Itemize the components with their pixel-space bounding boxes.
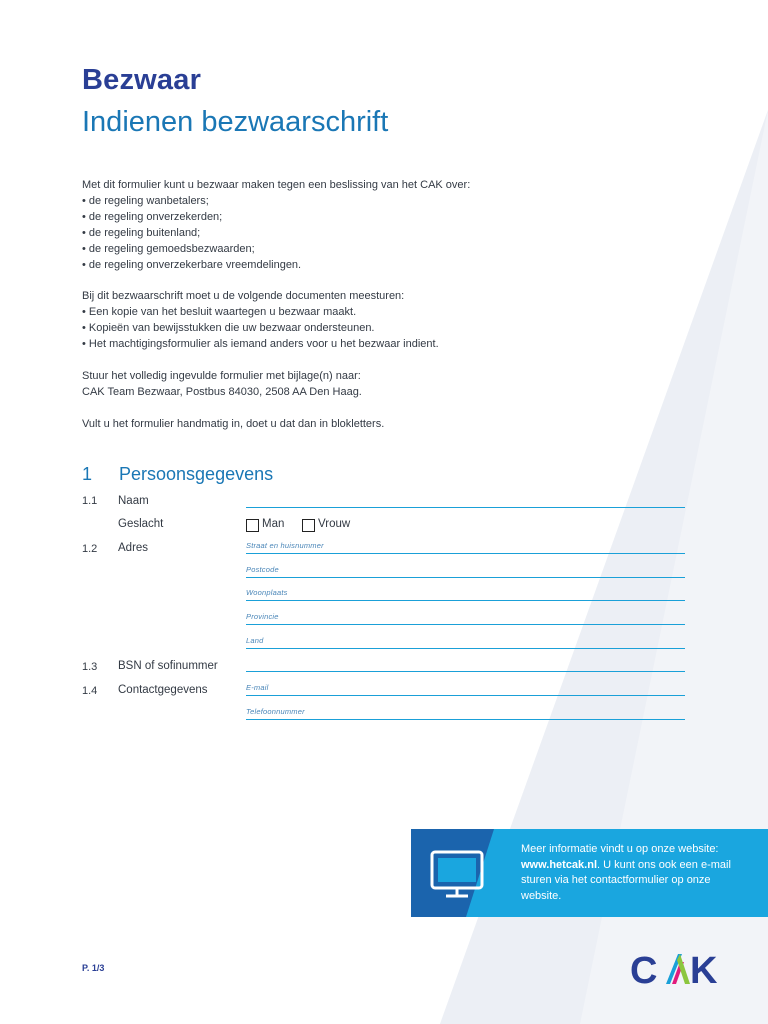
email-field[interactable] (246, 677, 685, 696)
field-number-naam: 1.1 (82, 495, 98, 507)
send-instruction: Stuur het volledig ingevulde formulier met bijlage(n) naar: (82, 370, 361, 383)
handwriting-note: Vult u het formulier handmatig in, doet u dat dan in blokletters. (82, 417, 385, 430)
monitor-icon (429, 849, 485, 901)
cak-logo (630, 950, 724, 988)
section-number: 1 (82, 464, 93, 484)
vrouw-checkbox[interactable] (302, 519, 315, 532)
list-item: • de regeling onverzekerden; (82, 210, 602, 226)
page-number: P. 1/3 (82, 963, 105, 973)
provincie-field[interactable] (246, 606, 685, 625)
man-checkbox-label: Man (262, 518, 285, 530)
street-placeholder: Straat en huisnummer (246, 541, 324, 550)
vrouw-checkbox-label: Vrouw (318, 518, 351, 530)
field-number-adres: 1.2 (82, 543, 98, 555)
field-label-contact: Contactgegevens (118, 684, 208, 696)
field-label-bsn: BSN of sofinummer (118, 660, 218, 672)
list-item: • de regeling gemoedsbezwaarden; (82, 242, 602, 258)
logo-k: K (690, 950, 718, 988)
postcode-field[interactable] (246, 559, 685, 578)
page-title: Bezwaar (82, 64, 202, 96)
list-item: • de regeling buitenland; (82, 226, 602, 242)
info-box (411, 829, 768, 917)
man-checkbox[interactable] (246, 519, 259, 532)
field-number-contact: 1.4 (82, 685, 98, 697)
woonplaats-field[interactable] (246, 582, 685, 601)
naam-field[interactable] (246, 489, 685, 508)
land-placeholder: Land (246, 636, 264, 645)
info-text (521, 842, 741, 904)
page-subtitle: Indienen bezwaarschrift (82, 106, 389, 138)
field-label-geslacht: Geslacht (118, 518, 164, 530)
list-item: • Een kopie van het besluit waartegen u bezwaar maakt. (82, 305, 602, 321)
postcode-placeholder: Postcode (246, 565, 279, 574)
website-link[interactable]: www.hetcak.nl (521, 858, 598, 871)
street-field[interactable] (246, 535, 685, 554)
field-label-naam: Naam (118, 495, 149, 507)
provincie-placeholder: Provincie (246, 612, 279, 621)
info-text-after: . U kunt ons ook een e-mail sturen via het contactformulier op onze website. (521, 858, 731, 902)
woonplaats-placeholder: Woonplaats (246, 588, 288, 597)
send-address: CAK Team Bezwaar, Postbus 84030, 2508 AA Den Haag. (82, 385, 362, 398)
section-title: Persoonsgegevens (119, 464, 274, 484)
field-label-adres: Adres (118, 542, 149, 554)
documents-lead: Bij dit bezwaarschrift moet u de volgende documenten meesturen: (82, 290, 405, 303)
regelingen-list (82, 194, 602, 274)
logo-c: C (630, 950, 658, 988)
intro-text (82, 178, 602, 433)
list-item: • de regeling onverzekerbare vreemdelingen. (82, 258, 602, 274)
email-placeholder: E-mail (246, 683, 269, 692)
intro-lead: Met dit formulier kunt u bezwaar maken tegen een beslissing van het CAK over: (82, 179, 471, 191)
info-text-before: Meer informatie vindt u op onze website: (521, 843, 719, 855)
telefoon-placeholder: Telefoonnummer (246, 707, 305, 716)
bsn-field[interactable] (246, 653, 685, 672)
land-field[interactable] (246, 630, 685, 649)
list-item: • de regeling wanbetalers; (82, 194, 602, 210)
telefoon-field[interactable] (246, 701, 685, 720)
list-item: • Kopieën van bewijsstukken die uw bezwaar ondersteunen. (82, 321, 602, 337)
field-number-bsn: 1.3 (82, 661, 98, 673)
list-item: • Het machtigingsformulier als iemand anders voor u het bezwaar indient. (82, 337, 602, 353)
documents-list (82, 305, 602, 353)
